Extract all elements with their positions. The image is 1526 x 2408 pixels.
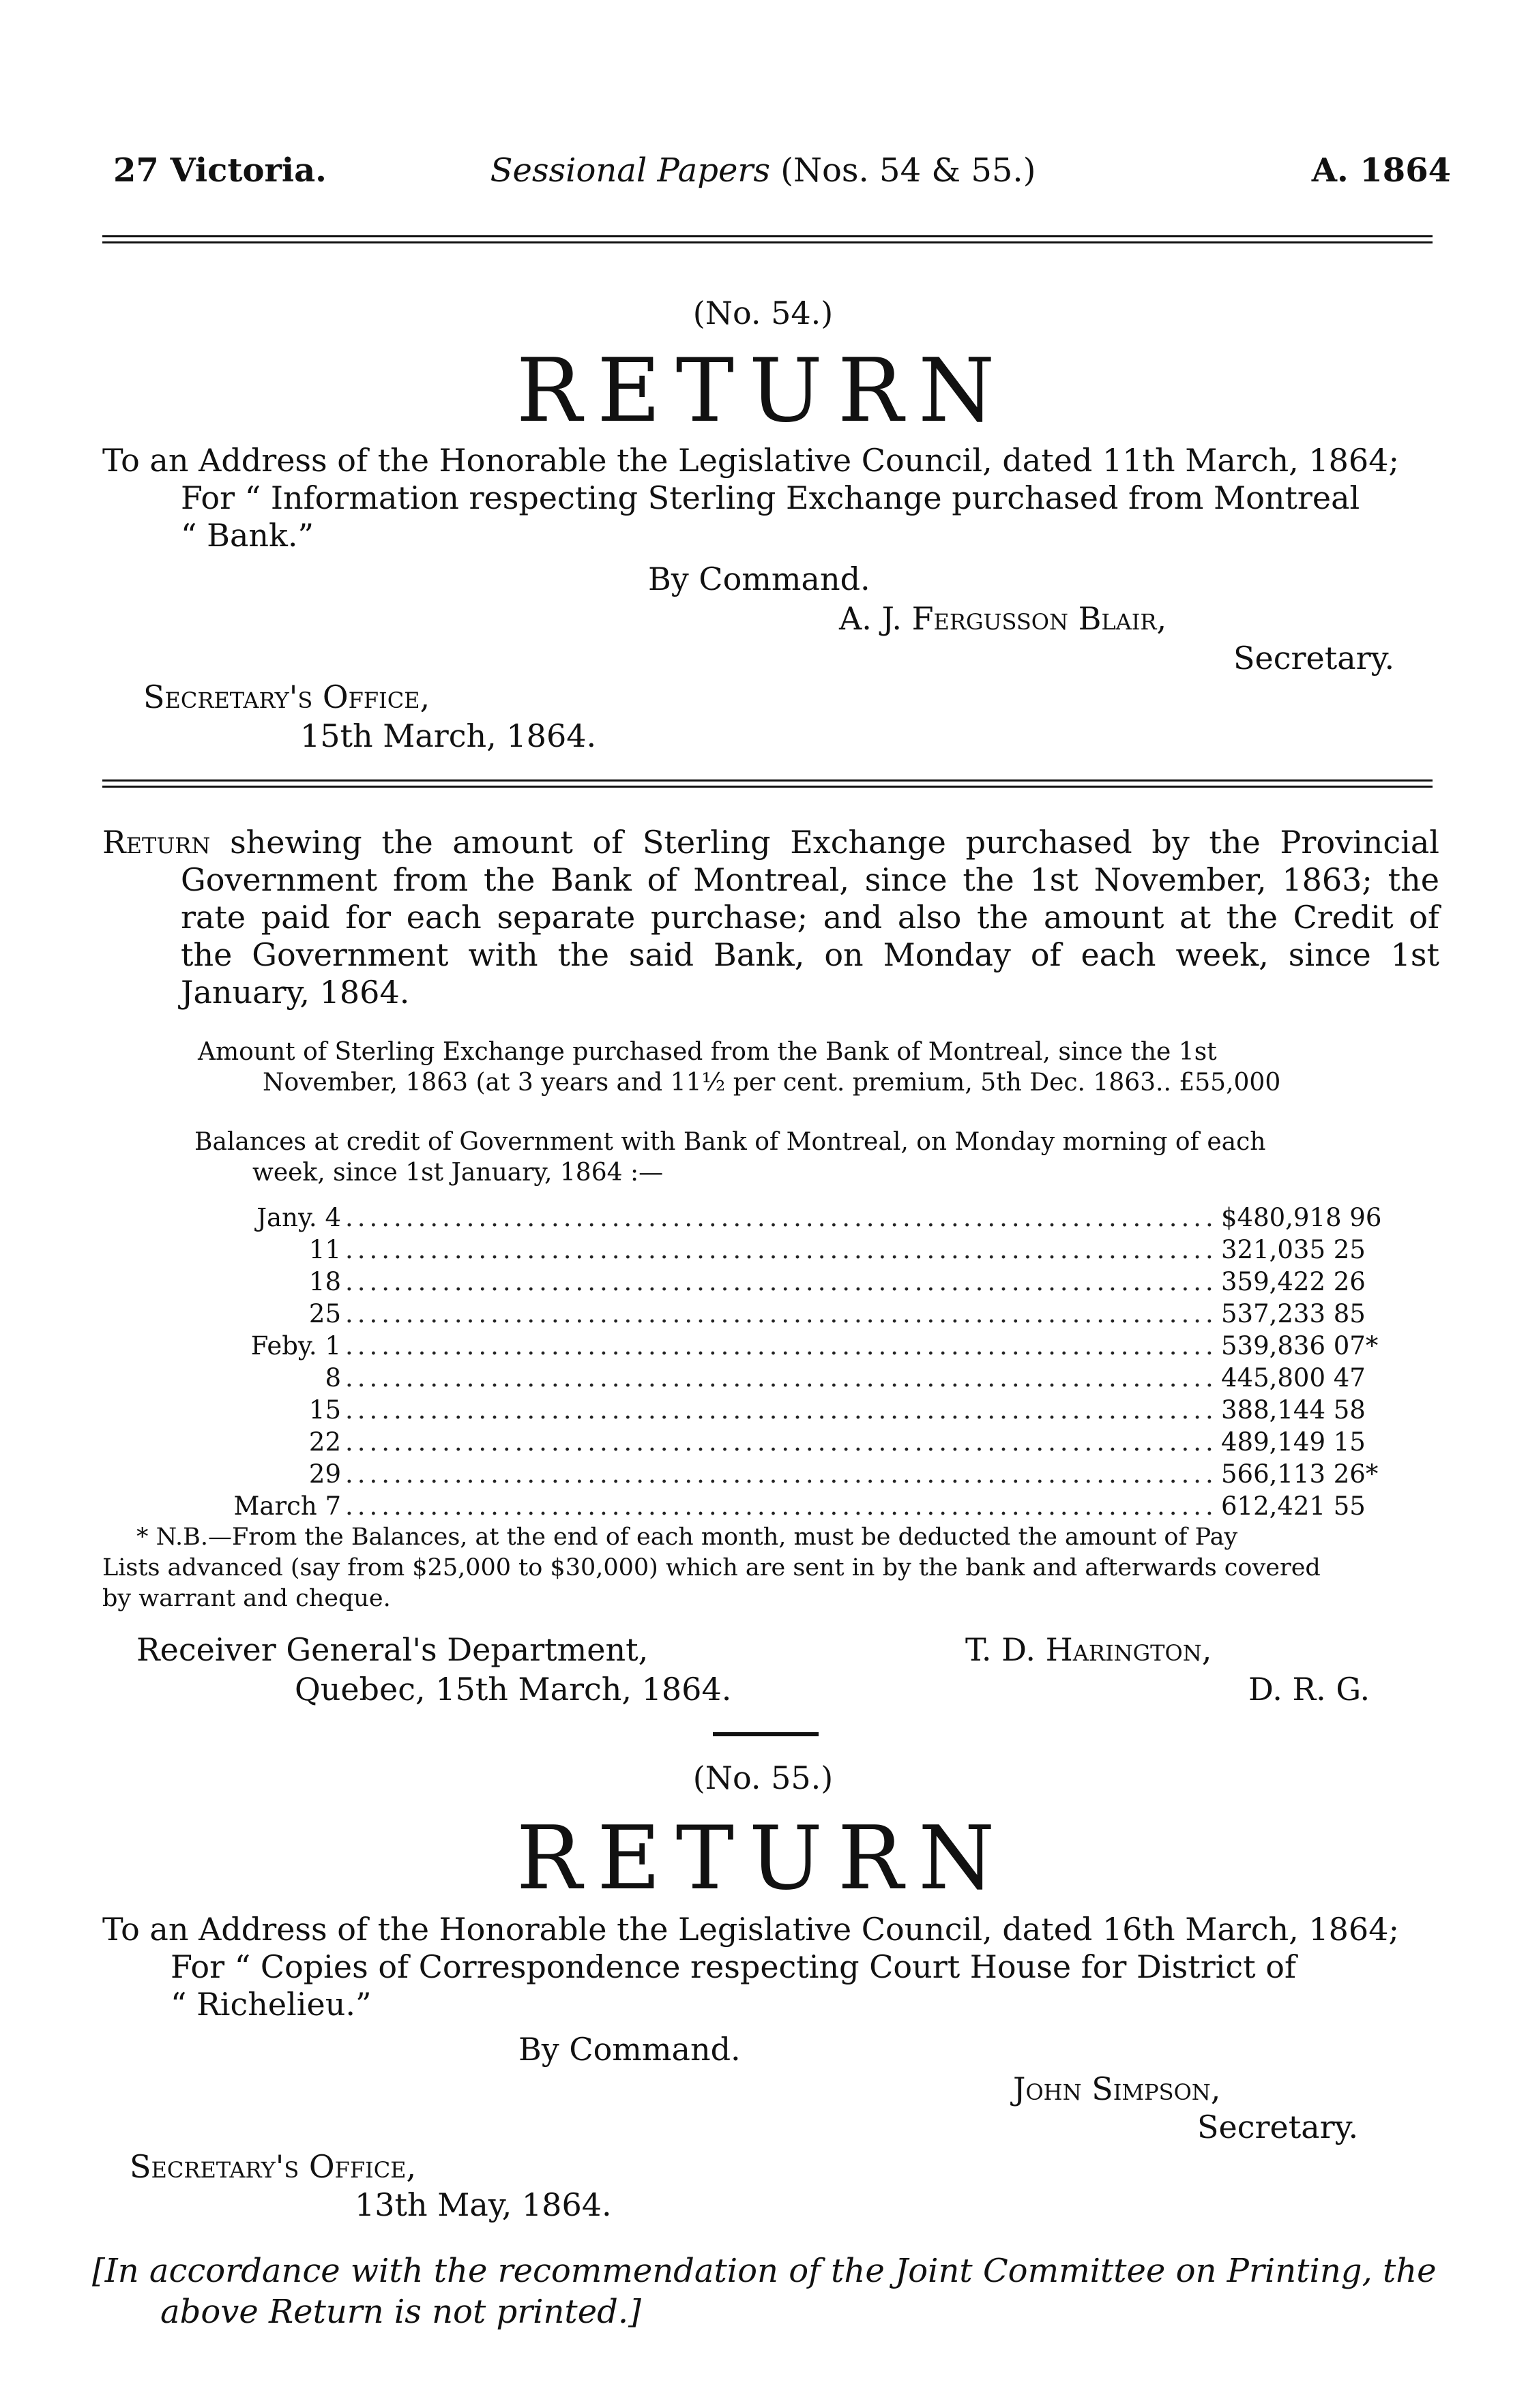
leader-dots	[345, 1427, 1214, 1457]
statement-line: Government from the Bank of Montreal, since the 1st November, 1863; the	[181, 861, 1439, 898]
header-rule	[102, 235, 1433, 243]
return-55-signatory-title: Secretary.	[1197, 2109, 1359, 2145]
balance-row	[184, 1459, 1379, 1491]
balance-date: 22	[308, 1427, 341, 1457]
receiver-signer	[965, 1631, 1212, 1668]
return-54-address	[102, 442, 1439, 554]
balance-amount: 539,836 07*	[1221, 1331, 1379, 1361]
leader-dots	[345, 1331, 1214, 1361]
address-line: For “ Information respecting Sterling Exchange purchased from Montreal	[181, 479, 1360, 516]
nb-line: Lists advanced (say from $25,000 to $30,000) which are sent in by the bank and afterwards covered	[102, 1554, 1321, 1581]
statement-paragraph	[102, 824, 1439, 1011]
sterling-amount	[198, 1037, 1351, 1098]
note-line: [In accordance with the recommendation of the Joint Committee on Printing, the	[92, 2252, 1437, 2290]
receiver-date: Quebec, 15th March, 1864.	[295, 1671, 732, 1708]
signer-name: Harington,	[1045, 1631, 1212, 1668]
balance-amount: 537,233 85	[1221, 1299, 1366, 1328]
address-line: To an Address of the Honorable the Legislative Council, dated 11th March, 1864;	[102, 442, 1399, 479]
balance-row	[184, 1395, 1366, 1427]
signer-initials: T. D.	[965, 1631, 1046, 1668]
balance-row	[184, 1299, 1366, 1331]
balance-amount: $480,918 96	[1221, 1203, 1382, 1232]
balance-row	[184, 1235, 1366, 1267]
receiver-signer-title: D. R. G.	[1248, 1671, 1370, 1708]
leader-dots	[345, 1267, 1214, 1296]
balance-amount: 489,149 15	[1221, 1427, 1366, 1457]
balance-amount: 612,421 55	[1221, 1491, 1366, 1521]
leader-dots	[345, 1203, 1214, 1232]
note-line: above Return is not printed.]	[160, 2293, 641, 2331]
leader-dots	[345, 1299, 1214, 1328]
receiver-department: Receiver General's Department,	[136, 1631, 649, 1668]
balances-line: week, since 1st January, 1864 :—	[252, 1159, 664, 1187]
printing-note	[92, 2250, 1456, 2332]
header-session: 27 Victoria.	[113, 151, 327, 190]
address-line: To an Address of the Honorable the Legislative Council, dated 16th March, 1864;	[102, 1911, 1399, 1948]
balance-row	[184, 1491, 1366, 1523]
return-55-title: RETURN	[516, 1808, 1010, 1909]
balances-heading	[194, 1127, 1354, 1188]
return-54-signatory	[839, 600, 1166, 637]
balance-date: Feby. 1	[250, 1331, 341, 1361]
balance-row	[184, 1427, 1366, 1459]
balances-line: Balances at credit of Government with Bank of Montreal, on Monday morning of each	[194, 1128, 1266, 1156]
balance-row	[184, 1267, 1366, 1299]
nb-note	[102, 1522, 1439, 1614]
leader-dots	[345, 1395, 1214, 1425]
balance-date: 18	[308, 1267, 341, 1296]
nb-line: * N.B.—From the Balances, at the end of each month, must be deducted the amount of Pay	[136, 1523, 1238, 1551]
balances-table	[184, 1203, 1382, 1523]
signatory-name: Fergusson Blair,	[911, 600, 1167, 637]
address-line: “ Richelieu.”	[171, 1986, 372, 2023]
balance-date: 25	[308, 1299, 341, 1328]
statement-line: January, 1864.	[181, 974, 410, 1011]
return-54-title: RETURN	[516, 340, 1010, 442]
return-55-number: (No. 55.)	[692, 1759, 834, 1796]
statement-line: the Government with the said Bank, on Monday of each week, since 1st	[181, 936, 1439, 973]
nb-line: by warrant and cheque.	[102, 1585, 391, 1612]
return-54-office: Secretary's Office,	[143, 679, 430, 715]
short-rule	[713, 1732, 819, 1736]
return-54-signatory-title: Secretary.	[1233, 640, 1395, 677]
statement-line: Return shewing the amount of Sterling Exchange purchased by the Provincial	[102, 824, 1439, 861]
statement-lead: Return	[102, 824, 211, 861]
return-55-by-command: By Command.	[518, 2031, 741, 2068]
balance-amount: 359,422 26	[1221, 1267, 1366, 1296]
leader-dots	[345, 1491, 1214, 1521]
balance-amount: 445,800 47	[1221, 1363, 1366, 1393]
balance-date: 11	[308, 1235, 341, 1264]
statement-line: rate paid for each separate purchase; and also the amount at the Credit of	[181, 899, 1439, 936]
return-55-office-date: 13th May, 1864.	[355, 2186, 612, 2223]
sterling-line: November, 1863 (at 3 years and 11½ per cent. premium, 5th Dec. 1863.. £55,000	[263, 1069, 1281, 1097]
section-rule	[102, 779, 1433, 788]
return-55-office: Secretary's Office,	[130, 2148, 417, 2185]
signatory-initials: A. J.	[839, 600, 912, 637]
balance-date: Jany. 4	[256, 1203, 341, 1232]
return-54-number: (No. 54.)	[692, 295, 834, 331]
return-55-address	[102, 1911, 1439, 2023]
balance-row	[184, 1331, 1379, 1363]
address-line: “ Bank.”	[181, 517, 314, 554]
return-55-signatory: John Simpson,	[1013, 2070, 1221, 2107]
balance-date: March 7	[233, 1491, 341, 1521]
balance-row	[184, 1203, 1382, 1235]
balance-amount: 566,113 26*	[1221, 1459, 1379, 1489]
header-year: A. 1864	[1311, 151, 1451, 190]
leader-dots	[345, 1235, 1214, 1264]
balance-date: 15	[308, 1395, 341, 1425]
leader-dots	[345, 1363, 1214, 1393]
header-paper-numbers: (Nos. 54 & 55.)	[770, 151, 1036, 190]
balance-date: 8	[325, 1363, 341, 1393]
return-54-office-date: 15th March, 1864.	[300, 717, 597, 754]
header-sessional-label: Sessional Papers	[490, 151, 770, 190]
header-sessional-papers	[0, 151, 1526, 190]
leader-dots	[345, 1459, 1214, 1489]
balance-row	[184, 1363, 1366, 1395]
return-54-by-command: By Command.	[648, 561, 870, 597]
balance-amount: 321,035 25	[1221, 1235, 1366, 1264]
address-line: For “ Copies of Correspondence respecting Court House for District of	[171, 1948, 1297, 1985]
balance-date: 29	[308, 1459, 341, 1489]
balance-amount: 388,144 58	[1221, 1395, 1366, 1425]
sterling-line: Amount of Sterling Exchange purchased from the Bank of Montreal, since the 1st	[198, 1038, 1217, 1066]
